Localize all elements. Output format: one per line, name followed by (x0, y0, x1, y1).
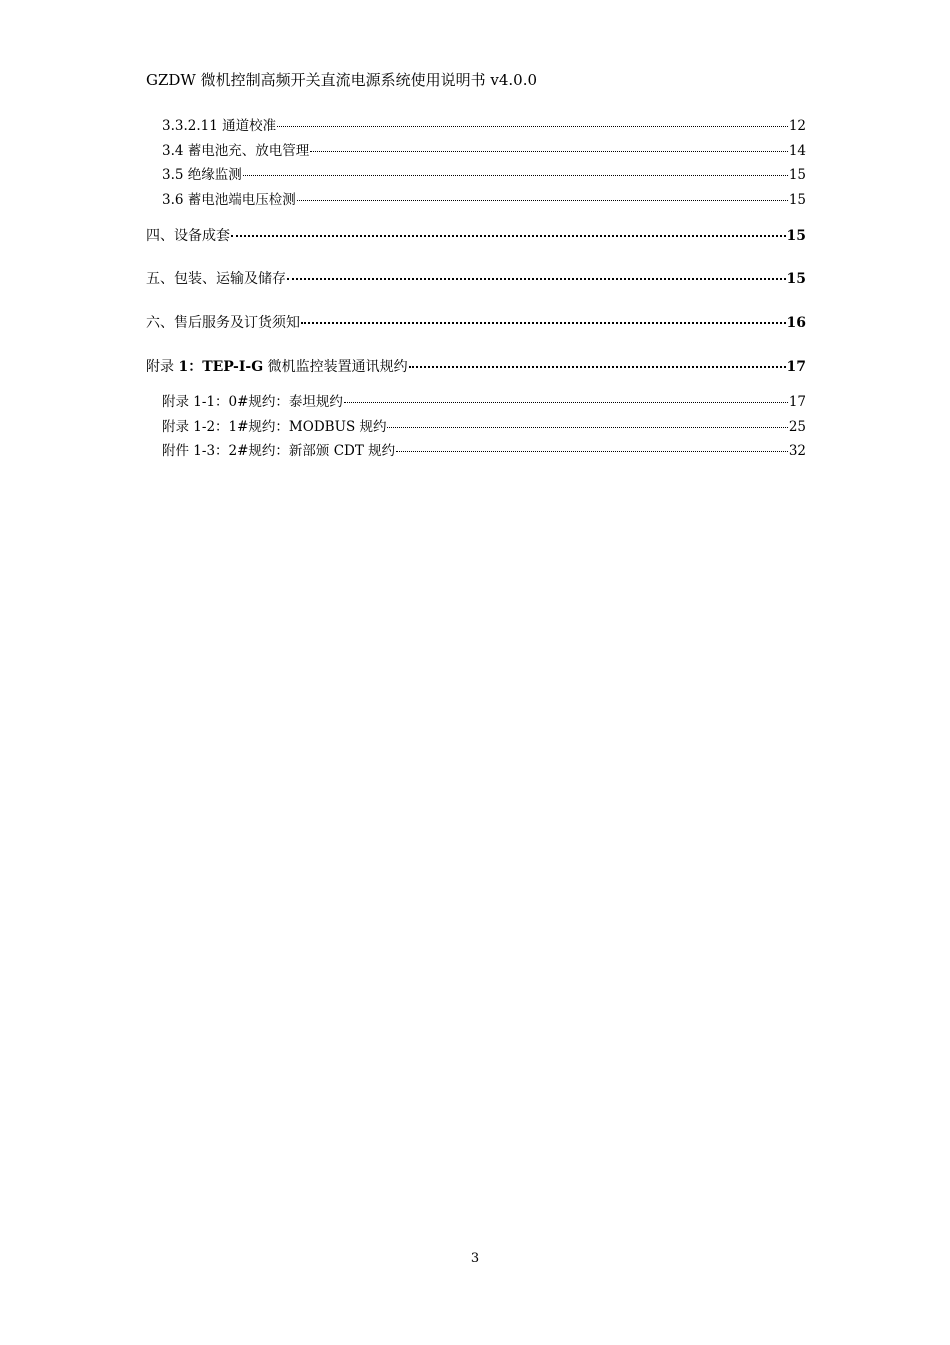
toc-entry-title: 3.3.2.11 通道校准 (162, 118, 277, 134)
toc-entry-title: 3.4 蓄电池充、放电管理 (162, 143, 310, 159)
toc-leader-dots (297, 200, 788, 201)
toc-entry-page: 15 (788, 192, 806, 208)
toc-entry-page: 32 (788, 443, 806, 459)
toc-entry-title-suffix: 微机监控装置通讯规约 (263, 359, 408, 375)
toc-leader-dots (301, 322, 786, 324)
toc-entry[interactable] (162, 442, 806, 460)
toc-entry-title: 3.5 绝缘监测 (162, 167, 242, 183)
toc-entry[interactable] (162, 117, 806, 135)
document-header: GZDW 微机控制高频开关直流电源系统使用说明书 v4.0.0 (146, 71, 538, 89)
toc-entry-page: 25 (788, 419, 806, 435)
toc-entry[interactable] (146, 270, 806, 288)
toc-leader-dots (344, 402, 788, 403)
toc-entry-page: 14 (788, 143, 806, 159)
page-number: 3 (470, 1251, 480, 1266)
toc-leader-dots (396, 451, 788, 452)
toc-entry-page: 17 (788, 394, 806, 410)
toc-entry-title: 附录 1-1：0#规约：泰坦规约 (162, 394, 343, 410)
toc-entry[interactable] (162, 418, 806, 436)
toc-entry-title: 3.6 蓄电池端电压检测 (162, 192, 296, 208)
toc-entry[interactable] (162, 191, 806, 209)
toc-leader-dots (409, 366, 786, 368)
toc-entry[interactable] (146, 314, 806, 332)
toc-entry-title: 六、售后服务及订货须知 (146, 315, 300, 331)
toc-entry-title: 附件 1-3：2#规约：新部颁 CDT 规约 (162, 443, 396, 459)
toc-leader-dots (231, 235, 786, 237)
toc-entry-title: 附录 1-2：1#规约：MODBUS 规约 (162, 419, 387, 435)
toc-entry[interactable] (162, 166, 806, 184)
toc-entry-title: 四、设备成套 (146, 228, 230, 244)
toc-leader-dots (387, 427, 787, 428)
toc-entry-page: 15 (788, 167, 806, 183)
toc-leader-dots (277, 126, 788, 127)
toc-entry[interactable] (146, 227, 806, 245)
toc-entry[interactable] (162, 393, 806, 411)
toc-entry-title-bold: 1：TEP-I-G (178, 359, 264, 375)
toc-leader-dots (243, 175, 788, 176)
toc-entry-page: 16 (786, 315, 806, 331)
toc-entry-page: 17 (786, 359, 806, 375)
toc-entry-title-prefix: 附录 (146, 359, 179, 375)
toc-entry-title: 五、包装、运输及储存 (146, 271, 286, 287)
toc-entry-title (146, 358, 408, 376)
toc-entry-page: 15 (786, 228, 806, 244)
toc-leader-dots (287, 278, 786, 280)
toc-leader-dots (310, 151, 788, 152)
toc-entry[interactable] (146, 358, 806, 376)
toc-entry-page: 15 (786, 271, 806, 287)
toc-entry[interactable] (162, 142, 806, 160)
toc-entry-page: 12 (788, 118, 806, 134)
